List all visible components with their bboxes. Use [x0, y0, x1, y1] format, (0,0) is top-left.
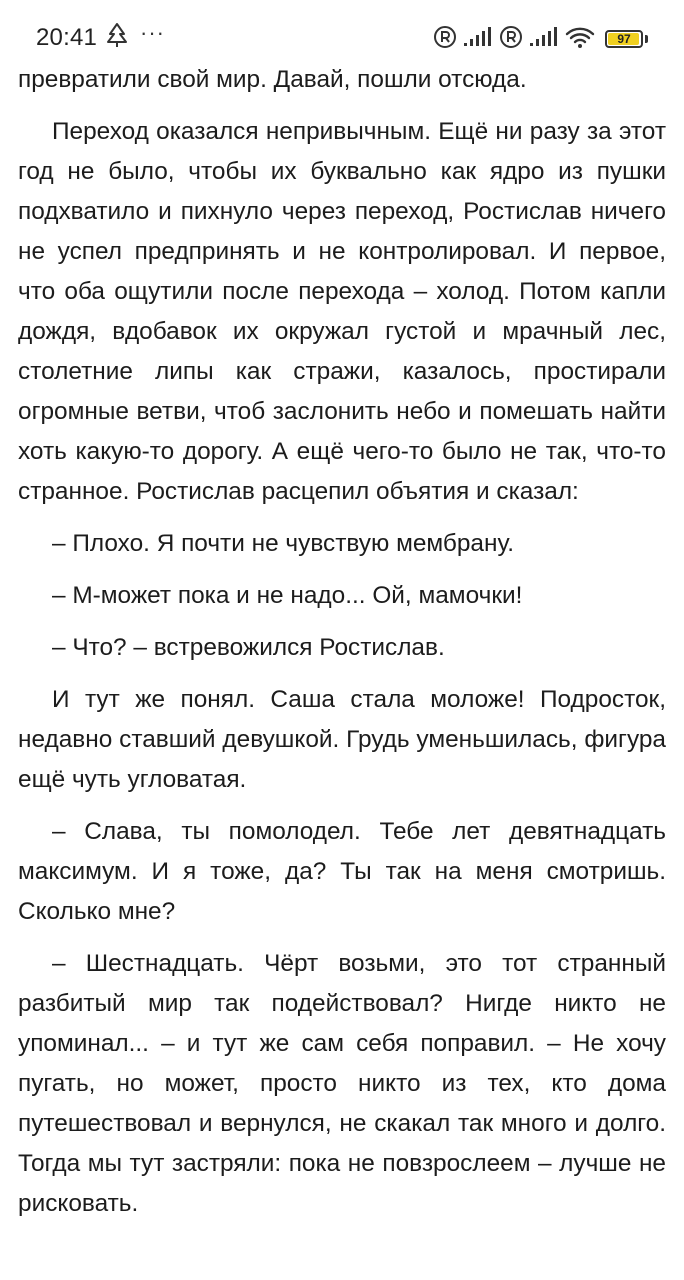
- battery-tip: [645, 35, 648, 43]
- roaming-icon-sim2: [499, 25, 523, 54]
- paragraph: Переход оказался непривычным. Ещё ни разу за этот год не было, чтобы их буквально как ядро из пушки подхватило и пихнуло через переход, Ростислав ничего не успел предпринять и не контролировал. И первое, что оба ощутили после перехода – холод. Потом капли дождя, вдобавок их окружал густой и мрачный лес, столетние липы как стражи, казалось, простирали огромные ветви, чтоб заслонить небо и помешать найти хоть какую-то дорогу. А ещё чего-то было не так, что-то странное. Ростислав расцепил объятия и сказал:: [18, 118, 666, 505]
- paragraph: – Плохо. Я почти не чувствую мембрану.: [52, 530, 514, 557]
- tree-notification-icon: [104, 22, 130, 53]
- battery-icon: [605, 30, 643, 48]
- paragraph: И тут же понял. Саша стала моложе! Подросток, недавно ставший девушкой. Грудь уменьшилась, фигура ещё чуть угловатая.: [18, 686, 666, 793]
- paragraph: – Шестнадцать. Чёрт возьми, это тот странный разбитый мир так подействовал? Нигде никто не упоминал... – и тут же сам себя поправил. – Не хочу пугать, но может, просто никто из тех, кто дома путешествовал и вернулся, не скакал так много и долго. Тогда мы тут застряли: пока не повзрослеем – лучше не рисковать.: [18, 950, 666, 1217]
- paragraph: – Что? – встревожился Ростислав.: [52, 634, 445, 661]
- more-notifications-icon: ···: [140, 20, 165, 45]
- battery-percent: 97: [617, 32, 631, 46]
- roaming-icon-sim1: [433, 25, 457, 54]
- paragraph: – Слава, ты помолодел. Тебе лет девятнадцать максимум. И я тоже, да? Ты так на меня смотришь. Сколько мне?: [18, 818, 666, 925]
- paragraph: – М-может пока и не надо... Ой, мамочки!: [52, 582, 523, 609]
- wifi-icon: [565, 25, 595, 54]
- status-left-icons: [104, 22, 165, 52]
- status-right-icons: [433, 24, 648, 54]
- signal-icon-sim1: [463, 27, 493, 52]
- reader-content: [18, 60, 666, 1236]
- status-time: 20:41: [36, 24, 98, 51]
- status-bar: [0, 0, 684, 60]
- signal-icon-sim2: [529, 27, 559, 52]
- paragraph: превратили свой мир. Давай, пошли отсюда.: [18, 66, 527, 93]
